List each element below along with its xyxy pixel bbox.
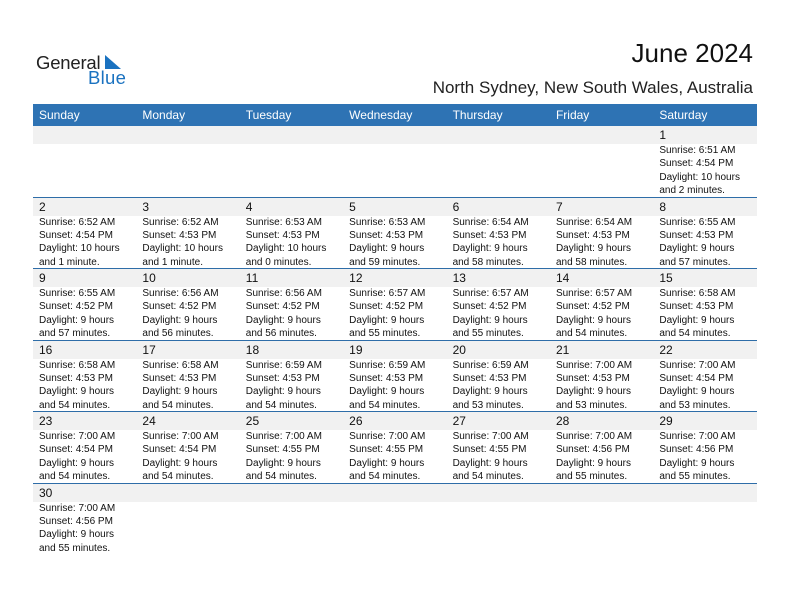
sunset-time: Sunset: 4:52 PM xyxy=(39,301,113,313)
daylight-duration: and 53 minutes. xyxy=(555,399,628,411)
sunrise-time xyxy=(39,144,136,157)
sunrise-time: Sunrise: 7:00 AM xyxy=(39,431,116,442)
sunset-time: Sunset: 4:52 PM xyxy=(142,301,217,313)
day-cell-info xyxy=(240,502,343,556)
day-number: 4 xyxy=(245,199,253,214)
sunrise-time: Sunrise: 6:57 AM xyxy=(349,288,426,299)
sunrise-time: Sunrise: 6:59 AM xyxy=(245,359,322,371)
day-cell-info xyxy=(550,287,653,341)
daylight-duration: and 59 minutes. xyxy=(349,256,421,268)
daylight-duration: and 0 minutes. xyxy=(245,256,312,268)
sunset-time: Sunset: 4:52 PM xyxy=(555,301,630,313)
daylight-duration xyxy=(39,171,136,184)
day-cell-info xyxy=(550,359,653,413)
daylight-duration: and 54 minutes. xyxy=(39,399,111,411)
daylight-duration: Daylight: 9 hours xyxy=(142,457,218,469)
day-number: 17 xyxy=(142,342,156,357)
weekday-monday: Monday xyxy=(142,108,186,122)
week-row xyxy=(33,198,757,270)
sunrise-time: Sunrise: 6:58 AM xyxy=(142,359,219,371)
daylight-duration: Daylight: 10 hours xyxy=(245,243,327,255)
day-cell-info xyxy=(653,502,756,556)
sunset-time: Sunset: 4:53 PM xyxy=(142,229,217,241)
sunset-time: Sunset: 4:56 PM xyxy=(39,515,113,527)
weekday-tuesday: Tuesday xyxy=(245,108,292,122)
daylight-duration xyxy=(349,184,446,197)
day-number: 18 xyxy=(245,342,260,357)
day-number: 14 xyxy=(555,271,570,285)
day-cell-info xyxy=(653,287,756,341)
day-number xyxy=(447,126,550,144)
logo-text-blue: Blue xyxy=(88,67,127,88)
day-number xyxy=(136,126,239,144)
sunset-time: Sunset: 4:55 PM xyxy=(245,444,320,456)
day-number: 13 xyxy=(452,271,466,285)
location-subtitle: North Sydney, New South Wales, Australia xyxy=(432,78,753,97)
day-cell-info xyxy=(447,430,550,484)
day-cell-info xyxy=(136,216,239,270)
week-row xyxy=(33,269,757,341)
day-cell-info xyxy=(136,430,239,484)
day-number: 5 xyxy=(349,199,356,214)
daylight-duration: and 58 minutes. xyxy=(452,256,524,268)
sunrise-time: Sunrise: 6:59 AM xyxy=(452,359,529,371)
day-cell-info xyxy=(33,430,136,484)
sunset-time: Sunset: 4:53 PM xyxy=(349,229,424,241)
day-number: 8 xyxy=(659,199,667,214)
day-number: 11 xyxy=(245,271,259,285)
daylight-duration: Daylight: 10 hours xyxy=(142,243,223,255)
daylight-duration xyxy=(142,171,239,184)
day-number: 24 xyxy=(142,414,156,428)
daylight-duration: and 54 minutes. xyxy=(142,399,214,411)
daylight-duration: Daylight: 9 hours xyxy=(555,314,631,326)
day-number-row xyxy=(33,341,757,359)
daylight-duration: and 2 minutes. xyxy=(659,185,725,197)
daylight-duration: and 54 minutes. xyxy=(245,471,317,483)
daylight-duration: Daylight: 9 hours xyxy=(349,457,425,469)
day-number: 16 xyxy=(39,342,53,357)
sunrise-time: Sunrise: 7:00 AM xyxy=(555,359,633,371)
day-number: 27 xyxy=(452,414,466,428)
day-cell-info xyxy=(343,144,446,198)
day-cell-info xyxy=(240,430,343,484)
sunset-time: Sunset: 4:54 PM xyxy=(659,158,734,170)
day-cell-info xyxy=(33,216,136,270)
day-number xyxy=(240,126,343,144)
day-cell-info xyxy=(136,359,239,413)
sunrise-time: Sunrise: 7:00 AM xyxy=(659,431,736,442)
day-cell-info xyxy=(447,359,550,413)
daylight-duration: Daylight: 9 hours xyxy=(39,386,115,398)
sunrise-time: Sunrise: 6:56 AM xyxy=(245,288,322,299)
sunrise-time: Sunrise: 6:58 AM xyxy=(39,359,116,371)
day-number xyxy=(343,484,446,502)
sunset-time: Sunset: 4:53 PM xyxy=(245,229,320,241)
sunset-time: Sunset: 4:52 PM xyxy=(245,301,320,313)
sunset-time: Sunset: 4:53 PM xyxy=(659,229,734,241)
day-cell-info xyxy=(343,502,446,556)
daylight-duration xyxy=(349,171,446,184)
day-cell-info xyxy=(447,144,550,198)
day-info-row xyxy=(33,144,757,198)
daylight-duration: Daylight: 9 hours xyxy=(555,386,631,398)
day-cell-info xyxy=(550,216,653,270)
day-number: 25 xyxy=(245,414,260,428)
daylight-duration: Daylight: 9 hours xyxy=(245,386,321,398)
daylight-duration: Daylight: 9 hours xyxy=(142,314,218,326)
daylight-duration: and 54 minutes. xyxy=(39,471,111,483)
daylight-duration: Daylight: 9 hours xyxy=(659,314,735,326)
day-cell-info xyxy=(33,287,136,341)
daylight-duration xyxy=(556,184,653,197)
sunrise-time: Sunrise: 6:56 AM xyxy=(142,288,219,299)
day-cell-info xyxy=(447,502,550,556)
day-info-row xyxy=(33,430,757,484)
daylight-duration: Daylight: 9 hours xyxy=(452,457,528,469)
daylight-duration: Daylight: 9 hours xyxy=(39,314,115,326)
sunrise-time: Sunrise: 6:52 AM xyxy=(142,216,219,228)
sunrise-time xyxy=(349,144,446,157)
daylight-duration: Daylight: 9 hours xyxy=(245,314,321,326)
week-row xyxy=(33,412,757,484)
sunrise-time: Sunrise: 6:53 AM xyxy=(245,216,322,228)
day-cell-info xyxy=(447,287,550,341)
day-number xyxy=(343,126,446,144)
sunrise-time xyxy=(556,144,653,157)
sunrise-time: Sunrise: 7:00 AM xyxy=(349,431,426,442)
day-cell-info xyxy=(343,287,446,341)
daylight-duration: and 58 minutes. xyxy=(555,256,628,268)
sunrise-time: Sunrise: 6:52 AM xyxy=(39,216,116,228)
daylight-duration xyxy=(453,184,550,197)
day-number: 23 xyxy=(39,414,53,428)
daylight-duration: Daylight: 10 hours xyxy=(39,243,120,255)
day-cell-info xyxy=(136,502,239,556)
sunrise-time: Sunrise: 6:58 AM xyxy=(659,288,736,299)
day-number: 20 xyxy=(452,342,466,357)
day-number: 7 xyxy=(555,199,563,214)
day-cell-info xyxy=(653,430,756,484)
daylight-duration: and 56 minutes. xyxy=(142,328,214,340)
day-number xyxy=(447,484,550,502)
day-cell-info xyxy=(343,216,446,270)
daylight-duration: Daylight: 9 hours xyxy=(452,314,528,326)
day-number: 21 xyxy=(555,342,570,357)
day-number: 29 xyxy=(659,414,673,428)
day-number xyxy=(653,484,756,502)
sunrise-time: Sunrise: 7:00 AM xyxy=(142,431,219,442)
sunset-time: Sunset: 4:52 PM xyxy=(452,301,527,313)
daylight-duration: Daylight: 9 hours xyxy=(555,243,631,255)
daylight-duration xyxy=(39,184,136,197)
day-cell-info xyxy=(240,287,343,341)
weekday-thursday: Thursday xyxy=(452,108,503,122)
daylight-duration: Daylight: 9 hours xyxy=(555,457,631,469)
sunset-time: Sunset: 4:53 PM xyxy=(39,372,113,384)
sunset-time: Sunset: 4:53 PM xyxy=(142,372,217,384)
daylight-duration xyxy=(246,184,343,197)
sunset-time: Sunset: 4:53 PM xyxy=(555,229,630,241)
sunrise-time: Sunrise: 7:00 AM xyxy=(659,359,736,371)
sunrise-time: Sunrise: 6:57 AM xyxy=(555,288,633,299)
day-cell-info xyxy=(136,144,239,198)
daylight-duration: and 53 minutes. xyxy=(452,399,524,411)
day-cell-info xyxy=(550,144,653,198)
sunset-time: Sunset: 4:55 PM xyxy=(452,444,527,456)
sunset-time: Sunset: 4:52 PM xyxy=(349,301,424,313)
week-row xyxy=(33,126,757,198)
day-cell-info xyxy=(33,359,136,413)
daylight-duration: and 1 minute. xyxy=(142,256,203,268)
sunset-time xyxy=(39,157,136,170)
sunset-time xyxy=(142,157,239,170)
sunrise-time: Sunrise: 6:59 AM xyxy=(349,359,426,371)
day-cell-info xyxy=(653,216,756,270)
daylight-duration: Daylight: 9 hours xyxy=(349,243,425,255)
day-number: 12 xyxy=(349,271,363,285)
daylight-duration: and 55 minutes. xyxy=(39,542,111,554)
day-number: 6 xyxy=(452,199,460,214)
day-number: 2 xyxy=(39,199,46,214)
daylight-duration: Daylight: 9 hours xyxy=(349,314,425,326)
daylight-duration: Daylight: 9 hours xyxy=(39,457,115,469)
weekday-sunday: Sunday xyxy=(39,108,80,122)
day-number: 26 xyxy=(349,414,363,428)
sunrise-time: Sunrise: 6:54 AM xyxy=(555,216,633,228)
daylight-duration: Daylight: 9 hours xyxy=(349,386,425,398)
sunset-time: Sunset: 4:53 PM xyxy=(659,301,734,313)
sunset-time xyxy=(246,157,343,170)
day-number xyxy=(136,484,239,502)
day-number-row xyxy=(33,412,757,430)
sunset-time: Sunset: 4:53 PM xyxy=(452,229,527,241)
daylight-duration: and 55 minutes. xyxy=(659,471,731,483)
daylight-duration xyxy=(453,171,550,184)
daylight-duration: Daylight: 9 hours xyxy=(452,243,528,255)
page-title: June 2024 xyxy=(631,38,753,68)
daylight-duration: and 57 minutes. xyxy=(39,328,111,340)
weekday-header xyxy=(33,104,757,126)
sunrise-time: Sunrise: 7:00 AM xyxy=(555,431,633,442)
day-number xyxy=(550,484,653,502)
sunset-time: Sunset: 4:55 PM xyxy=(349,444,424,456)
weeks-container xyxy=(33,126,757,555)
daylight-duration: Daylight: 9 hours xyxy=(452,386,528,398)
sunrise-time: Sunrise: 7:00 AM xyxy=(39,502,116,514)
weekday-wednesday: Wednesday xyxy=(349,108,413,122)
daylight-duration: Daylight: 9 hours xyxy=(659,243,735,255)
daylight-duration: Daylight: 9 hours xyxy=(659,386,735,398)
day-cell-info xyxy=(343,430,446,484)
sunset-time: Sunset: 4:56 PM xyxy=(555,444,630,456)
daylight-duration: Daylight: 9 hours xyxy=(245,457,321,469)
daylight-duration: and 55 minutes. xyxy=(349,328,421,340)
day-number xyxy=(550,126,653,144)
sunrise-time: Sunrise: 6:53 AM xyxy=(349,216,426,228)
day-number xyxy=(240,484,343,502)
sunset-time: Sunset: 4:53 PM xyxy=(349,372,424,384)
day-info-row xyxy=(33,287,757,341)
weekday-friday: Friday xyxy=(555,108,590,122)
daylight-duration: and 54 minutes. xyxy=(555,328,628,340)
sunrise-time: Sunrise: 6:51 AM xyxy=(659,145,736,156)
sunset-time: Sunset: 4:54 PM xyxy=(659,372,734,384)
daylight-duration xyxy=(142,184,239,197)
daylight-duration: and 54 minutes. xyxy=(349,471,421,483)
day-cell-info xyxy=(447,216,550,270)
sunset-time: Sunset: 4:54 PM xyxy=(39,229,113,241)
sunset-time: Sunset: 4:53 PM xyxy=(245,372,320,384)
day-number: 15 xyxy=(659,271,673,285)
sunrise-time: Sunrise: 6:54 AM xyxy=(452,216,529,228)
day-number xyxy=(33,126,136,144)
sunrise-time: Sunrise: 7:00 AM xyxy=(245,431,322,442)
sunrise-time: Sunrise: 7:00 AM xyxy=(452,431,529,442)
sunset-time xyxy=(349,157,446,170)
sunset-time xyxy=(453,157,550,170)
day-cell-info xyxy=(343,359,446,413)
daylight-duration: and 57 minutes. xyxy=(659,256,731,268)
daylight-duration: Daylight: 10 hours xyxy=(659,171,740,183)
day-number-row xyxy=(33,126,757,144)
day-number: 10 xyxy=(142,271,156,285)
sunrise-time xyxy=(453,144,550,157)
daylight-duration xyxy=(556,171,653,184)
sunrise-time: Sunrise: 6:55 AM xyxy=(659,216,736,228)
day-cell-info xyxy=(240,359,343,413)
sunrise-time: Sunrise: 6:57 AM xyxy=(452,288,529,299)
day-info-row xyxy=(33,502,757,556)
sunset-time: Sunset: 4:53 PM xyxy=(555,372,630,384)
daylight-duration: and 56 minutes. xyxy=(245,328,317,340)
day-cell-info xyxy=(33,144,136,198)
daylight-duration: Daylight: 9 hours xyxy=(39,529,115,541)
day-number: 1 xyxy=(659,128,667,142)
day-cell-info xyxy=(33,502,136,556)
daylight-duration: and 55 minutes. xyxy=(452,328,524,340)
day-cell-info xyxy=(136,287,239,341)
day-number: 22 xyxy=(659,342,673,357)
day-cell-info xyxy=(653,359,756,413)
day-number-row xyxy=(33,198,757,216)
sunset-time: Sunset: 4:54 PM xyxy=(39,444,113,456)
daylight-duration: and 53 minutes. xyxy=(659,399,731,411)
daylight-duration: and 55 minutes. xyxy=(555,471,628,483)
day-cell-info xyxy=(550,430,653,484)
day-cell-info xyxy=(550,502,653,556)
sunrise-time: Sunrise: 6:55 AM xyxy=(39,288,116,299)
day-number: 9 xyxy=(39,271,46,285)
day-cell-info xyxy=(240,216,343,270)
weekday-saturday: Saturday xyxy=(659,108,708,122)
sunset-time xyxy=(556,157,653,170)
sunset-time: Sunset: 4:53 PM xyxy=(452,372,527,384)
daylight-duration: and 54 minutes. xyxy=(659,328,731,340)
day-number-row xyxy=(33,484,757,502)
day-number: 28 xyxy=(555,414,570,428)
daylight-duration: and 54 minutes. xyxy=(452,471,524,483)
week-row xyxy=(33,484,757,556)
calendar-grid xyxy=(33,104,757,555)
sunrise-time xyxy=(246,144,343,157)
logo-text-general: General xyxy=(36,52,101,73)
day-number: 3 xyxy=(142,199,150,214)
daylight-duration: and 54 minutes. xyxy=(142,471,214,483)
sunset-time: Sunset: 4:56 PM xyxy=(659,444,734,456)
sunrise-time xyxy=(142,144,239,157)
day-number-row xyxy=(33,269,757,287)
day-number: 30 xyxy=(39,485,53,500)
daylight-duration: and 1 minute. xyxy=(39,256,100,268)
sunset-time: Sunset: 4:54 PM xyxy=(142,444,217,456)
daylight-duration: Daylight: 9 hours xyxy=(142,386,218,398)
daylight-duration: Daylight: 9 hours xyxy=(659,457,735,469)
day-info-row xyxy=(33,359,757,413)
day-cell-info xyxy=(653,144,756,198)
day-number: 19 xyxy=(349,342,363,357)
week-row xyxy=(33,341,757,413)
logo xyxy=(36,52,136,88)
daylight-duration: and 54 minutes. xyxy=(349,399,421,411)
day-cell-info xyxy=(240,144,343,198)
daylight-duration: and 54 minutes. xyxy=(245,399,317,411)
daylight-duration xyxy=(246,171,343,184)
day-info-row xyxy=(33,216,757,270)
